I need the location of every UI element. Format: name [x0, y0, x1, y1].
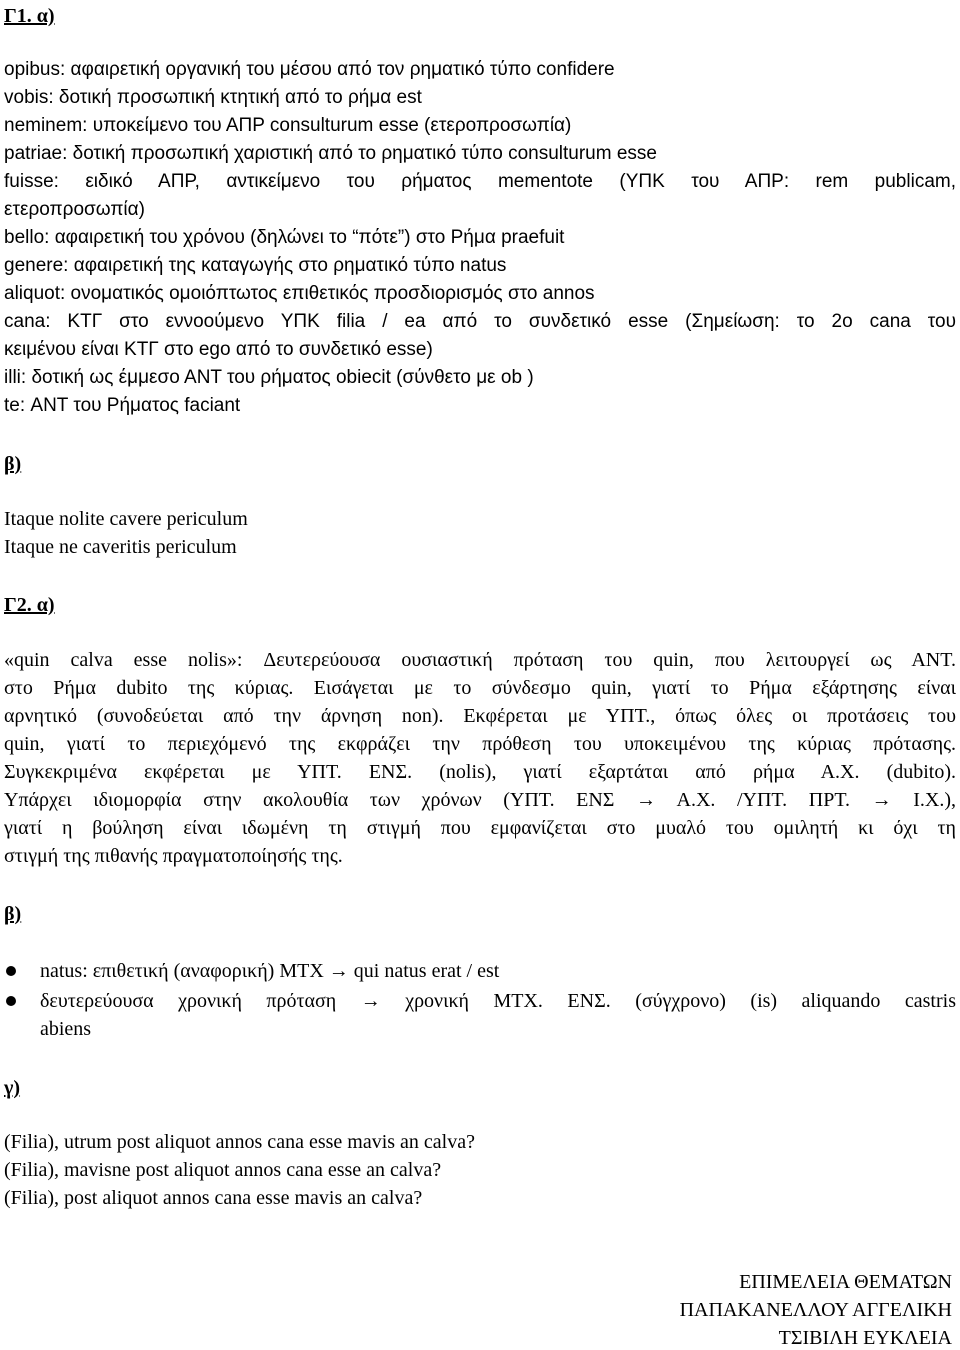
g1-line-neminem: neminem: υποκείμενο του ΑΠΡ consulturum esse (ετεροπροσωπία) [4, 115, 572, 136]
heading-g2b: β) [4, 903, 22, 925]
g1-line-fuisse-cont: ετεροπροσωπία) [4, 199, 145, 220]
arrow-icon: → [328, 960, 349, 982]
g1b-line-1: Itaque nolite cavere periculum [4, 508, 248, 530]
bullet-item-clause [40, 989, 956, 1013]
bullet-icon [6, 996, 16, 1006]
g1-line-te: te: ΑΝΤ του Ρήματος faciant [4, 395, 241, 416]
g2-line-6: Υπάρχει ιδιομορφία στην ακολουθία των χρόνων (ΥΠΤ. ΕΝΣ → Α.Χ. /ΥΠΤ. ΠΡΤ. → Ι.Χ.), [4, 789, 956, 811]
bullet-item-natus [40, 959, 956, 983]
g2-line-2: στο Ρήμα dubito της κύριας. Εισάγεται με το σύνδεσμο quin, γιατί το Ρήμα εξάρτησης είναι [4, 677, 956, 699]
bullet-clause-result: χρονική ΜΤΧ. ΕΝΣ. (σύγχρονο) (is) aliquando castris [405, 990, 956, 1012]
g1-line-cana-cont: κειμένου είναι ΚΤΓ στο ego από το συνδετικό esse) [4, 339, 433, 360]
bullet-natus-result: qui natus erat / est [353, 960, 500, 982]
g1b-line-2: Itaque ne caveritis periculum [4, 536, 237, 558]
bullet-clause-cont: abiens [40, 1018, 92, 1040]
g1-line-fuisse: fuisse: ειδικό ΑΠΡ, αντικείμενο του ρήματος mementote (ΥΠΚ του ΑΠΡ: rem publicam, [4, 171, 956, 192]
g2c-line-3: (Filia), post aliquot annos cana esse mavis an calva? [4, 1187, 423, 1209]
bullet-icon [6, 966, 16, 976]
g2c-line-2: (Filia), mavisne post aliquot annos cana esse an calva? [4, 1159, 442, 1181]
g1-line-opibus: opibus: αφαιρετική οργανική του μέσου από τον ρηματικό τύπο confidere [4, 59, 615, 80]
heading-g1a: Γ1. α) [4, 5, 55, 27]
bullet-clause-text: δευτερεύουσα χρονική πρόταση [40, 990, 337, 1012]
heading-g1b: β) [4, 453, 22, 475]
g2-line-5: Συγκεκριμένα εκφέρεται με ΥΠΤ. ΕΝΣ. (nolis), γιατί εξαρτάται από ρήμα Α.Χ. (dubito). [4, 761, 956, 783]
g2-line-3: αρνητικό (συνοδεύεται από την άρνηση non). Εκφέρεται με ΥΠΤ., όπως όλες οι προτάσεις του [4, 705, 956, 727]
heading-g2c: γ) [4, 1077, 21, 1099]
g1-line-patriae: patriae: δοτική προσωπική χαριστική από το ρηματικό τύπο consulturum esse [4, 143, 657, 164]
g1-line-genere: genere: αφαιρετική της καταγωγής στο ρηματικό τύπο natus [4, 255, 507, 276]
signature-title: ΕΠΙΜΕΛΕΙΑ ΘΕΜΑΤΩΝ [739, 1271, 952, 1293]
signature-author-2: ΤΣΙΒΙΛΗ ΕΥΚΛΕΙΑ [778, 1327, 952, 1349]
g1-line-cana: cana: ΚΤΓ στο εννοούμενο ΥΠΚ filia / ea από το συνδετικό esse (Σημείωση: το 2ο cana του [4, 311, 956, 332]
g2c-line-1: (Filia), utrum post aliquot annos cana esse mavis an calva? [4, 1131, 475, 1153]
g1-line-bello: bello: αφαιρετική του χρόνου (δηλώνει το “πότε”) στο Ρήμα praefuit [4, 227, 565, 248]
g1-line-vobis: vobis: δοτική προσωπική κτητική από το ρήμα est [4, 87, 422, 108]
signature-author-1: ΠΑΠΑΚΑΝΕΛΛΟΥ ΑΓΓΕΛΙΚΗ [679, 1299, 952, 1321]
g2-line-4: quin, γιατί το περιεχόμενό της εκφράζει την πρόθεση του υποκειμένου της κύριας πρότασης. [4, 733, 956, 755]
g1-line-aliquot: aliquot: ονοματικός ομοιόπτωτος επιθετικός προσδιορισμός στο annos [4, 283, 595, 304]
heading-g2a: Γ2. α) [4, 594, 55, 616]
bullet-natus-text: natus: επιθετική (αναφορική) ΜΤΧ [40, 960, 324, 982]
g2-line-8: στιγμή της πιθανής πραγματοποίησής της. [4, 845, 343, 867]
g1-line-illi: illi: δοτική ως έμμεσο ΑΝΤ του ρήματος obiecit (σύνθετο με ob ) [4, 367, 534, 388]
g2-line-7: γιατί η βούληση είναι ιδωμένη τη στιγμή που εμφανίζεται στο μυαλό του ομιλητή κι όχι τη [4, 817, 956, 839]
g2-line-1: «quin calva esse nolis»: Δευτερεύουσα ουσιαστική πρόταση του quin, που λειτουργεί ως ΑΝΤ. [4, 649, 956, 671]
arrow-icon: → [360, 990, 381, 1012]
